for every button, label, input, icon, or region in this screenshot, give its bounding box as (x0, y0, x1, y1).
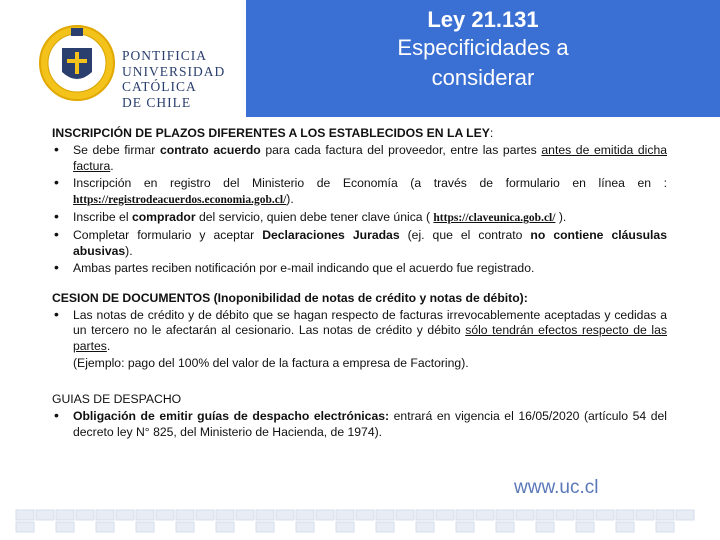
footer-decoration (0, 480, 720, 540)
section-heading-inscripcion: INSCRIPCIÓN DE PLAZOS DIFERENTES A LOS ESTABLECIDOS EN LA LEY: (52, 126, 494, 140)
bullet-icon: • (54, 306, 59, 323)
list-item: • Completar formulario y aceptar Declaraciones Juradas (ej. que el contrato no contiene cláusulas abusivas). (54, 226, 667, 258)
bullet-icon: • (54, 174, 59, 191)
bullet-icon: • (54, 407, 59, 424)
footer-url[interactable]: www.uc.cl (514, 477, 599, 498)
list-item: • Inscripción en registro del Ministerio de Economía (a través de formulario en línea en : https://registrodeacuerdos.economia.gob.cl/). (54, 174, 667, 206)
university-name (122, 48, 225, 110)
list-item: • Las notas de crédito y de débito que se hagan respecto de facturas irrevocablemente aceptadas y cedidas a un tercero no le afectarán al cesionario. Las notas de crédito y débito sólo tendrán efectos respecto de las partes. (54, 306, 667, 353)
slide-title-box (246, 0, 720, 117)
university-name-line: UNIVERSIDAD (122, 63, 226, 79)
section-heading-guias: GUIAS DE DESPACHO (52, 391, 182, 406)
clave-unica-link[interactable]: https://claveunica.gob.cl/ (433, 212, 556, 225)
bullet-icon: • (54, 141, 59, 158)
list-item: • Inscribe el comprador del servicio, quien debe tener clave única ( https://claveunica.gob.cl/ ). (54, 208, 567, 225)
example-note: (Ejemplo: pago del 100% del valor de la factura a empresa de Factoring). (73, 356, 469, 371)
bullet-icon: • (54, 208, 59, 225)
section-heading-cesion: CESION DE DOCUMENTOS (Inoponibilidad de notas de crédito y notas de débito): (52, 290, 528, 305)
bullet-list-cesion (52, 308, 667, 354)
bullet-list-inscripcion (52, 143, 667, 276)
slide-subtitle-line1: Especificidades a (397, 35, 569, 60)
university-name-line: CATÓLICA (122, 79, 197, 94)
university-seal-icon (38, 14, 116, 112)
bullet-icon: • (54, 226, 59, 243)
slide-content (52, 126, 667, 445)
section-cesion (52, 291, 667, 372)
university-logo (30, 10, 245, 115)
university-name-line: PONTIFICIA (122, 48, 208, 63)
university-name-line: DE CHILE (122, 94, 192, 110)
list-item: • Se debe firmar contrato acuerdo para cada factura del proveedor, entre las partes antes de emitida dicha factura. (54, 141, 667, 173)
slide-title: Ley 21.131 (427, 7, 539, 32)
slide-subtitle-line2: considerar (431, 65, 535, 90)
section-guias (52, 392, 667, 440)
bullet-icon: • (54, 259, 59, 276)
list-item: • Ambas partes reciben notificación por e-mail indicando que el acuerdo fue registrado. (54, 259, 535, 276)
list-item: • Obligación de emitir guías de despacho electrónicas: entrará en vigencia el 16/05/2020 (artículo 54 del decreto ley N° 825, del Ministerio de Hacienda, de 1974). (54, 407, 667, 439)
bullet-list-guias (52, 409, 667, 440)
registro-acuerdos-link[interactable]: https://registrodeacuerdos.economia.gob.cl/ (73, 193, 287, 206)
